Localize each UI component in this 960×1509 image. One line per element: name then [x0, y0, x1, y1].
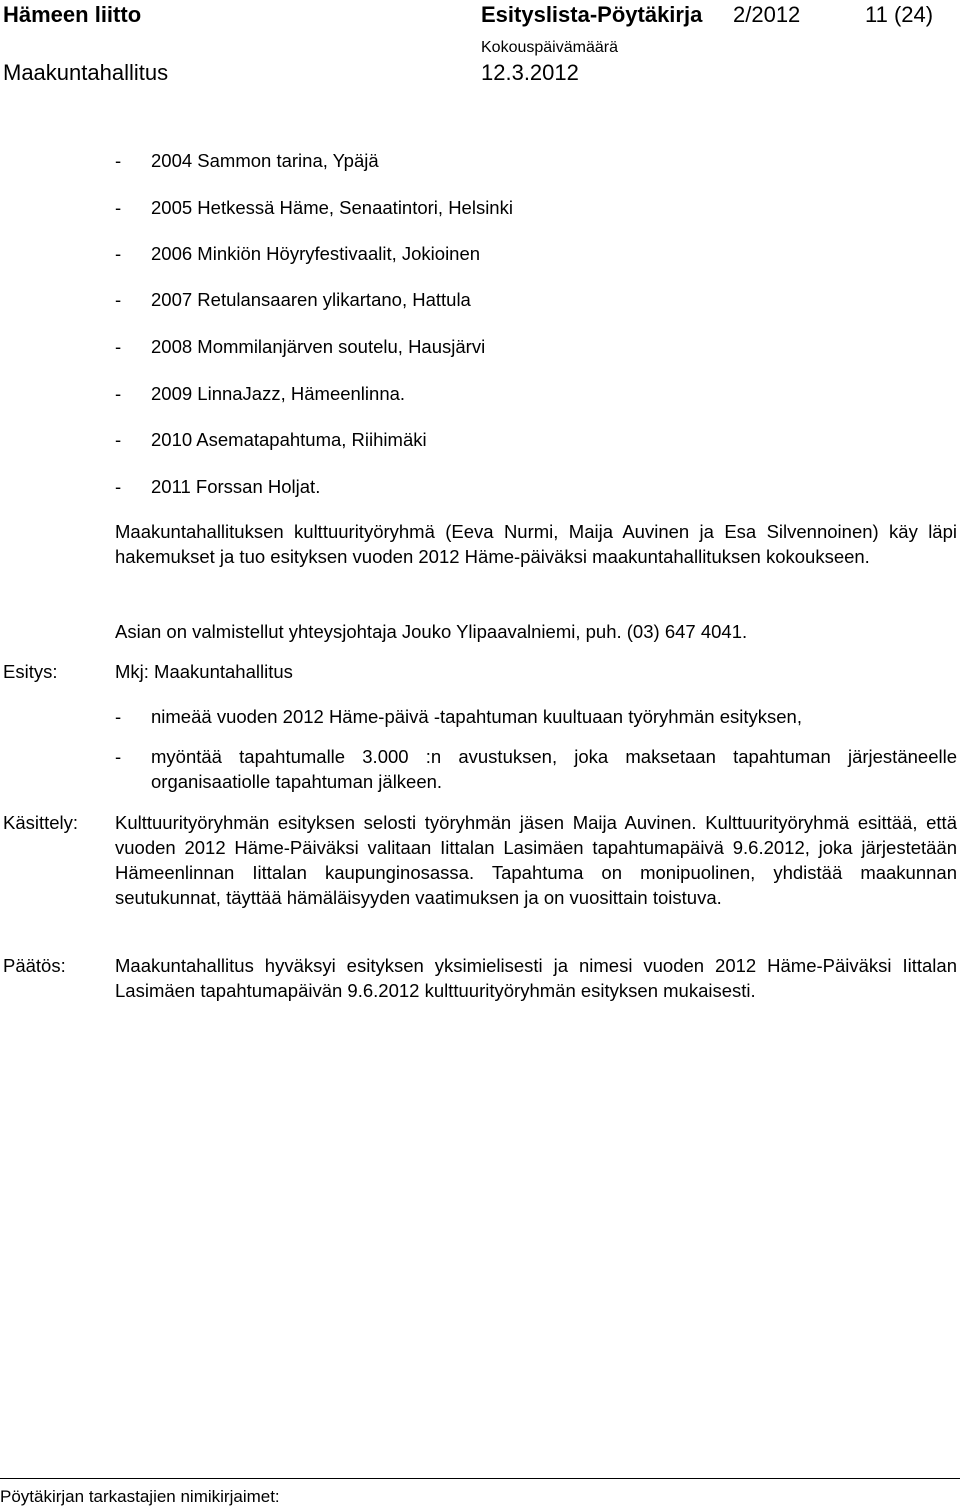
list-item: - 2008 Mommilanjärven soutelu, Hausjärvi	[115, 336, 486, 357]
esitys-label: Esitys:	[3, 661, 58, 682]
kasittely-text: Kulttuurityöryhmän esityksen selosti työryhmän jäsen Maija Auvinen. Kulttuurityöryhmä esittää, että vuoden 2012 Häme-Päiväksi valitaan Iittalan Lasimäen tapahtumapäivä 9.6.2012, joka järjestetään Hämeenlinnan Iittalan kaupunginosassa. Tapahtuma on monipuolinen, yhdistää maakunnan seutukunnat, täyttää hämäläisyyden vaatimuksen ja on vuosittain toistuva.	[115, 812, 957, 908]
page-number: 11 (24)	[865, 2, 934, 27]
meeting-date: 12.3.2012	[481, 60, 579, 85]
footer-signature-label: Pöytäkirjan tarkastajien nimikirjaimet:	[0, 1487, 280, 1506]
list-item: - 2005 Hetkessä Häme, Senaatintori, Helsinki	[115, 197, 513, 218]
document-number: 2/2012	[733, 2, 801, 27]
document-type: Esityslista-Pöytäkirja	[481, 2, 703, 27]
list-item: - 2006 Minkiön Höyryfestivaalit, Jokioinen	[115, 243, 481, 264]
list-item: - 2010 Asematapahtuma, Riihimäki	[115, 429, 427, 450]
organization-name: Hämeen liitto	[3, 2, 142, 27]
kasittely-label: Käsittely:	[3, 812, 79, 833]
footer-divider	[0, 1478, 960, 1479]
meeting-body: Maakuntahallitus	[3, 60, 169, 85]
esitys-item: - myöntää tapahtumalle 3.000 :n avustuksen, joka maksetaan tapahtuman järjestäneelle organisaatiolle tapahtuman jälkeen.	[115, 746, 957, 792]
esitys-lead: Mkj: Maakuntahallitus	[115, 661, 293, 682]
list-item: - 2004 Sammon tarina, Ypäjä	[115, 150, 379, 171]
paatos-text: Maakuntahallitus hyväksyi esityksen yksimielisesti ja nimesi vuoden 2012 Häme-Päiväksi Iittalan Lasimäen tapahtumapäivän 9.6.2012 kulttuurityöryhmän esityksen mukaisesti.	[115, 955, 957, 1001]
paatos-label: Päätös:	[3, 955, 66, 976]
date-label: Kokouspäivämäärä	[481, 39, 618, 56]
prepared-by-paragraph: Asian on valmistellut yhteysjohtaja Jouko Ylipaavalniemi, puh. (03) 647 4041.	[115, 621, 748, 642]
list-item: - 2007 Retulansaaren ylikartano, Hattula	[115, 289, 471, 310]
esitys-item: - nimeää vuoden 2012 Häme-päivä -tapahtuman kuultuaan työryhmän esityksen,	[115, 706, 802, 727]
working-group-paragraph: Maakuntahallituksen kulttuurityöryhmä (Eeva Nurmi, Maija Auvinen ja Esa Silvennoinen) käy läpi hakemukset ja tuo esityksen vuoden 2012 Häme-päiväksi maakuntahallituksen kokoukseen.	[115, 521, 957, 567]
list-item: - 2011 Forssan Holjat.	[115, 476, 321, 497]
list-item: - 2009 LinnaJazz, Hämeenlinna.	[115, 383, 406, 404]
